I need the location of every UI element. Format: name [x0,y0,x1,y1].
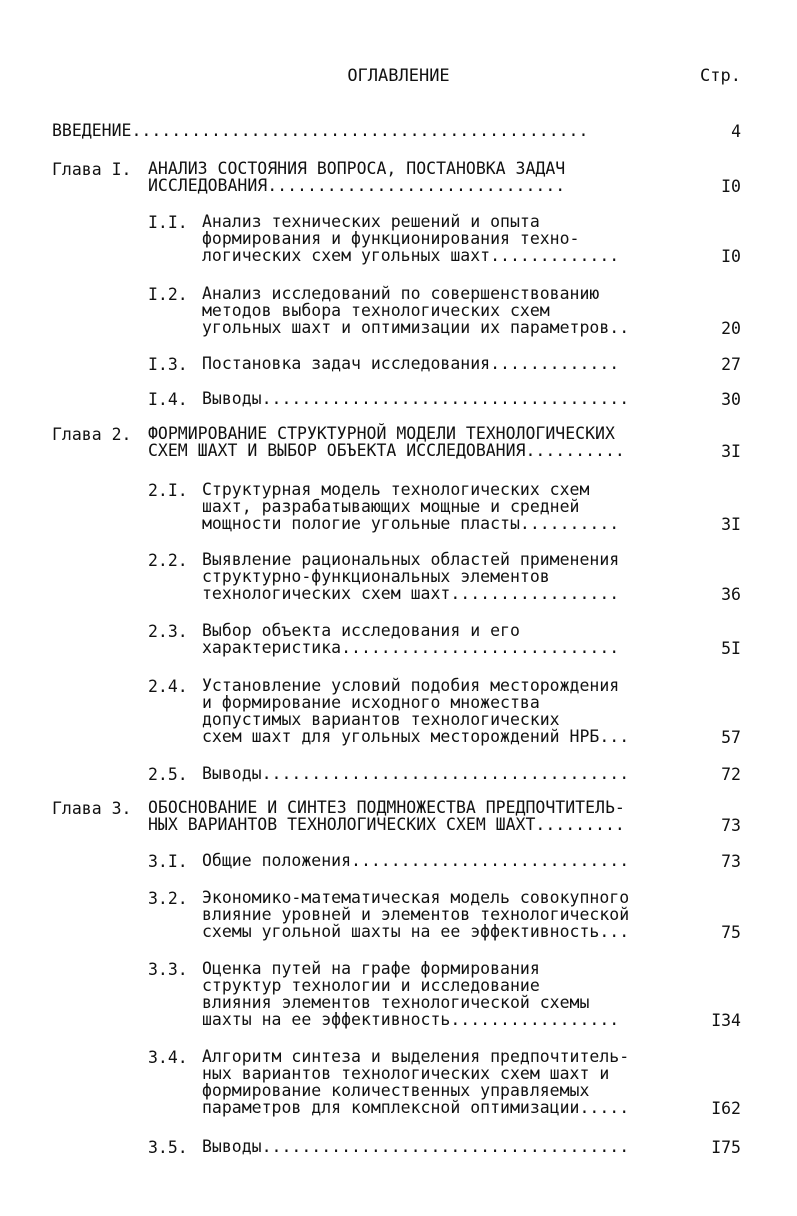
toc-entry-number: 2.2. [148,551,188,570]
toc-entry-text: Выводы..................................... [202,389,630,408]
toc-entry-page: 3I [721,442,741,461]
page-column-label: Стр. [700,66,741,86]
toc-entry-number: I.2. [148,285,188,304]
toc-entry-page: 36 [721,585,741,604]
toc-entry-number: Глава I. [52,160,132,179]
toc-entry-text: Установление условий подобия месторождения и формирование исходного множества допустимых вариантов технологических схем шахт для угольных месторождений НРБ... [202,676,630,746]
toc-entry-number: I.3. [148,355,188,374]
toc-entry-page: 73 [721,816,741,835]
toc-entry-number: 3.4. [148,1048,188,1067]
toc-entry-text: Алгоритм синтеза и выделения предпочтитель- ных вариантов технологических схем шахт и формирование количественных управляемых параметров для комплексной оптимизации..... [202,1047,630,1117]
toc-entry-number: 3.5. [148,1138,188,1157]
toc-entry-page: 4 [731,122,741,141]
toc-entry-number: 2.5. [148,765,188,784]
toc-entry-page: I34 [711,1011,741,1030]
toc-entry-text: Постановка задач исследования............. [202,354,620,373]
toc-entry-page: 75 [721,923,741,942]
toc-entry-text: Оценка путей на графе формирования структур технологии и исследование влияния элементов технологической схемы шахты на ее эффективность................. [202,959,620,1029]
toc-entry-page: 57 [721,728,741,747]
toc-entry-page: I0 [721,247,741,266]
toc-entry-page: I75 [711,1138,741,1157]
toc-entry-text: Выводы..................................... [202,1137,630,1156]
toc-entry-number: I.4. [148,390,188,409]
toc-entry-text: Структурная модель технологических схем шахт, разрабатывающих мощные и средней мощности пологие угольные пласты.......... [202,480,620,533]
toc-entry-text: ОБОСНОВАНИЕ И СИНТЕЗ ПОДМНОЖЕСТВА ПРЕДПОЧТИТЕЛЬ- НЫХ ВАРИАНТОВ ТЕХНОЛОГИЧЕСКИХ СХЕМ ШАХТ......... [148,798,625,834]
toc-entry-page: 5I [721,639,741,658]
toc-entry-text: ВВЕДЕНИЕ.............................................. [52,121,589,140]
toc-entry-page: 30 [721,390,741,409]
toc-entry-text: Экономико-математическая модель совокупного влияние уровней и элементов технологической схемы угольной шахты на ее эффективность... [202,888,630,941]
toc-entry-text: Анализ технических решений и опыта формирования и функционирования техно- логических схем угольных шахт............. [202,212,620,265]
toc-entry-number: Глава 2. [52,425,132,444]
toc-entry-page: 20 [721,319,741,338]
toc-entry-page: I0 [721,177,741,196]
toc-entry-text: Выявление рациональных областей применения структурно-функциональных элементов технологических схем шахт................. [202,550,620,603]
toc-entry-text: ФОРМИРОВАНИЕ СТРУКТУРНОЙ МОДЕЛИ ТЕХНОЛОГИЧЕСКИХ СХЕМ ШАХТ И ВЫБОР ОБЪЕКТА ИССЛЕДОВАНИЯ.......... [148,424,625,460]
toc-entry-number: 3.I. [148,852,188,871]
toc-entry-text: Анализ исследований по совершенствованию методов выбора технологических схем угольных шахт и оптимизации их параметров.. [202,284,630,337]
toc-entry-text: Выбор объекта исследования и его характеристика............................ [202,621,620,657]
toc-entry-text: Общие положения............................ [202,851,630,870]
toc-entry-text: АНАЛИЗ СОСТОЯНИЯ ВОПРОСА, ПОСТАНОВКА ЗАДАЧ ИССЛЕДОВАНИЯ.............................. [148,159,566,195]
toc-entry-number: 2.I. [148,481,188,500]
toc-entry-text: Выводы..................................... [202,764,630,783]
toc-entry-page: 72 [721,765,741,784]
toc-entry-page: 3I [721,515,741,534]
toc-entry-number: 2.4. [148,677,188,696]
toc-entry-page: I62 [711,1099,741,1118]
toc-entry-number: 3.3. [148,960,188,979]
toc-entry-number: 3.2. [148,889,188,908]
toc-entry-number: Глава 3. [52,799,132,818]
page-title: ОГЛАВЛЕНИЕ [347,66,450,86]
toc-entry-page: 27 [721,355,741,374]
toc-entry-page: 73 [721,852,741,871]
toc-entry-number: I.I. [148,213,188,232]
toc-entry-number: 2.3. [148,622,188,641]
